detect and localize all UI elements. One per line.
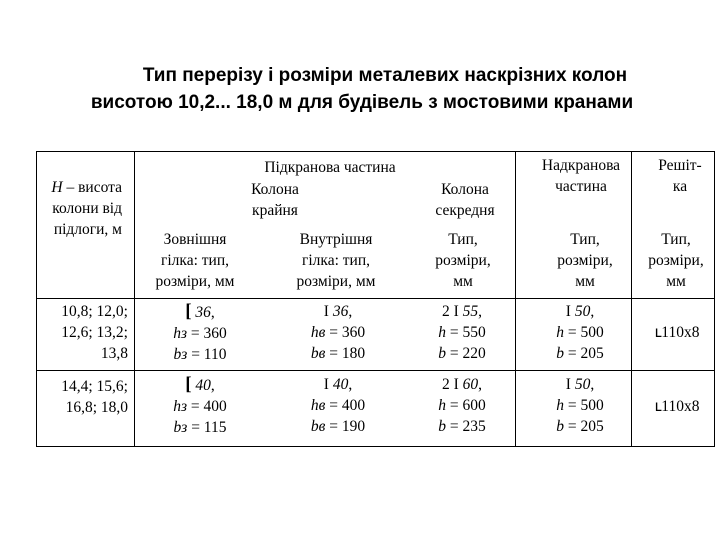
ibeam-symbol: I (565, 376, 571, 393)
header-typ-reshitka (634, 229, 718, 292)
b-label: bз (173, 419, 188, 436)
row-2-zovn-h (140, 396, 260, 417)
row-1-zovn-h (140, 323, 260, 344)
header-kolona-sekredna (415, 179, 515, 221)
row-1-sekr-b (412, 343, 512, 364)
h-label: h (438, 324, 446, 341)
header-typ-nadkranova (540, 229, 630, 292)
row-2-nad-type (530, 374, 630, 395)
row-2-sekr-number: 60 (458, 376, 479, 393)
zovn-line-3: розміри, мм (155, 273, 235, 290)
row-1-vnutr-h (278, 322, 398, 343)
nadkranova-line-2: частина (555, 178, 607, 195)
b-value: = 205 (564, 418, 604, 435)
row-1-zovn-number: 36 (191, 304, 211, 321)
header-height (36, 177, 122, 240)
kolona-kraina-line-1: Колона (251, 181, 299, 198)
b-value: = 115 (187, 419, 227, 436)
row-2-zovnishnia (140, 374, 260, 438)
row-1-nad-number: 50 (570, 303, 591, 320)
comma: , (210, 377, 215, 394)
b-label: b (556, 345, 564, 362)
row-1-height-line-2: 12,6; 13,2; (61, 324, 128, 341)
row-2-vnutr-type (278, 374, 398, 395)
row-1-nad-h (530, 322, 630, 343)
row-1-vnutr-number: 36 (328, 303, 349, 320)
row-2-nad-h (530, 395, 630, 416)
h-label: hв (310, 324, 326, 341)
header-kolona-kraina (220, 179, 330, 221)
title-line-2: висотою 10,2... 18,0 м для будівель з мостовими кранами (90, 92, 634, 113)
kolona-kraina-line-2: крайня (252, 202, 298, 219)
b-value: = 235 (446, 418, 486, 435)
h-value: = 600 (446, 397, 486, 414)
row-2-vnutr-h (278, 395, 398, 416)
typ-resh-line-1: Тип, (661, 231, 691, 248)
row-2-sekr-b (412, 416, 512, 437)
double-ibeam-symbol: 2 I (441, 303, 459, 320)
zovn-line-1: Зовнішня (163, 231, 227, 248)
channel-symbol: [ (185, 374, 192, 395)
b-value: = 220 (446, 345, 486, 362)
b-label: b (438, 345, 446, 362)
b-value: = 180 (325, 345, 366, 362)
row-1-nad-type (530, 301, 630, 322)
nadkranova-line-1: Надкранова (541, 157, 621, 174)
row-2-vnutrishnia (278, 374, 398, 437)
row-1-reshitka: ւ110x8 (654, 324, 700, 341)
row-1-zovnishnia (140, 301, 260, 365)
typ-resh-line-2: розміри, (648, 252, 704, 269)
header-height-line-1 (36, 177, 122, 198)
height-label: – висота (62, 179, 122, 196)
comma: , (590, 303, 595, 320)
row-2-height-line-2: 16,8; 18,0 (65, 399, 128, 416)
b-label: bв (310, 345, 326, 362)
header-height-line-2: колони від (52, 200, 122, 217)
h-value: = 550 (446, 324, 486, 341)
document-title (0, 62, 720, 116)
comma: , (478, 376, 483, 393)
row-2-sekr-type (412, 374, 512, 395)
h-label: hв (310, 397, 326, 414)
h-value: = 400 (187, 398, 227, 415)
row-1-sekr-type (412, 301, 512, 322)
vnutr-line-1: Внутрішня (299, 231, 373, 248)
b-value: = 205 (564, 345, 604, 362)
row-2-height-line-1: 14,4; 15,6; (61, 378, 128, 395)
typ-sekr-line-2: розміри, (435, 252, 491, 269)
ibeam-symbol: I (323, 303, 329, 320)
kolona-sekr-line-2: секредня (435, 202, 495, 219)
row-1-nadkranova (530, 301, 630, 364)
row-1-vnutrishnia (278, 301, 398, 364)
header-nadkranova (526, 155, 636, 197)
vnutr-line-3: розміри, мм (296, 273, 376, 290)
row-2-nad-number: 50 (570, 376, 591, 393)
row-2-reshitka: ւ110x8 (654, 398, 700, 415)
header-typ-sekredna (418, 229, 508, 292)
header-podkranova: Підкранова частина (264, 159, 396, 176)
comma: , (348, 303, 353, 320)
row-2-nad-b (530, 416, 630, 437)
row-1-zovn-type (140, 301, 260, 323)
row-1-height (36, 301, 128, 364)
comma: , (348, 376, 353, 393)
header-reshitka (640, 155, 720, 197)
reshitka-line-2: ка (672, 178, 688, 195)
row-2-vnutr-number: 40 (328, 376, 349, 393)
height-symbol: H (51, 179, 63, 196)
b-value: = 190 (325, 418, 366, 435)
row-1-height-line-1: 10,8; 12,0; (61, 303, 128, 320)
typ-nad-line-3: мм (575, 273, 595, 290)
row-1-nad-b (530, 343, 630, 364)
ibeam-symbol: I (565, 303, 571, 320)
b-label: bв (310, 418, 326, 435)
typ-resh-line-3: мм (666, 273, 686, 290)
header-vnutrishnia (278, 229, 394, 292)
row-1-vnutr-type (278, 301, 398, 322)
vnutr-line-2: гілка: тип, (302, 252, 370, 269)
title-line-1: Тип перерізу і розміри металевих наскрізних колон (142, 65, 628, 86)
row-2-height (36, 376, 128, 418)
channel-symbol: [ (185, 301, 192, 322)
kolona-sekr-line-1: Колона (441, 181, 489, 198)
row-2-sekredna (412, 374, 512, 437)
typ-nad-line-2: розміри, (557, 252, 613, 269)
row-1-sekredna (412, 301, 512, 364)
row-2-zovn-b (140, 417, 260, 438)
h-value: = 500 (564, 324, 604, 341)
h-label: hз (173, 325, 188, 342)
double-ibeam-symbol: 2 I (441, 376, 459, 393)
row-2-zovn-number: 40 (191, 377, 211, 394)
ibeam-symbol: I (323, 376, 329, 393)
typ-sekr-line-3: мм (453, 273, 473, 290)
h-label: h (556, 397, 564, 414)
h-value: = 360 (325, 324, 366, 341)
header-zovnishnia (140, 229, 250, 292)
b-label: b (438, 418, 446, 435)
row-2-sekr-h (412, 395, 512, 416)
typ-sekr-line-1: Тип, (448, 231, 478, 248)
h-value: = 500 (564, 397, 604, 414)
b-label: bз (173, 346, 188, 363)
typ-nad-line-1: Тип, (570, 231, 600, 248)
row-1-zovn-b (140, 344, 260, 365)
comma: , (478, 303, 483, 320)
b-label: b (556, 418, 564, 435)
h-label: hз (173, 398, 188, 415)
row-2-nadkranova (530, 374, 630, 437)
h-label: h (438, 397, 446, 414)
zovn-line-2: гілка: тип, (161, 252, 229, 269)
row-1-sekr-h (412, 322, 512, 343)
reshitka-line-1: Решіт- (658, 157, 702, 174)
h-value: = 360 (187, 325, 227, 342)
comma: , (590, 376, 595, 393)
header-height-line-3: підлоги, м (53, 221, 122, 238)
row-1-height-line-3: 13,8 (100, 345, 128, 362)
row-1-vnutr-b (278, 343, 398, 364)
row-2-zovn-type (140, 374, 260, 396)
b-value: = 110 (187, 346, 227, 363)
row-2-vnutr-b (278, 416, 398, 437)
h-label: h (556, 324, 564, 341)
comma: , (210, 304, 215, 321)
row-1-sekr-number: 55 (458, 303, 479, 320)
h-value: = 400 (325, 397, 366, 414)
